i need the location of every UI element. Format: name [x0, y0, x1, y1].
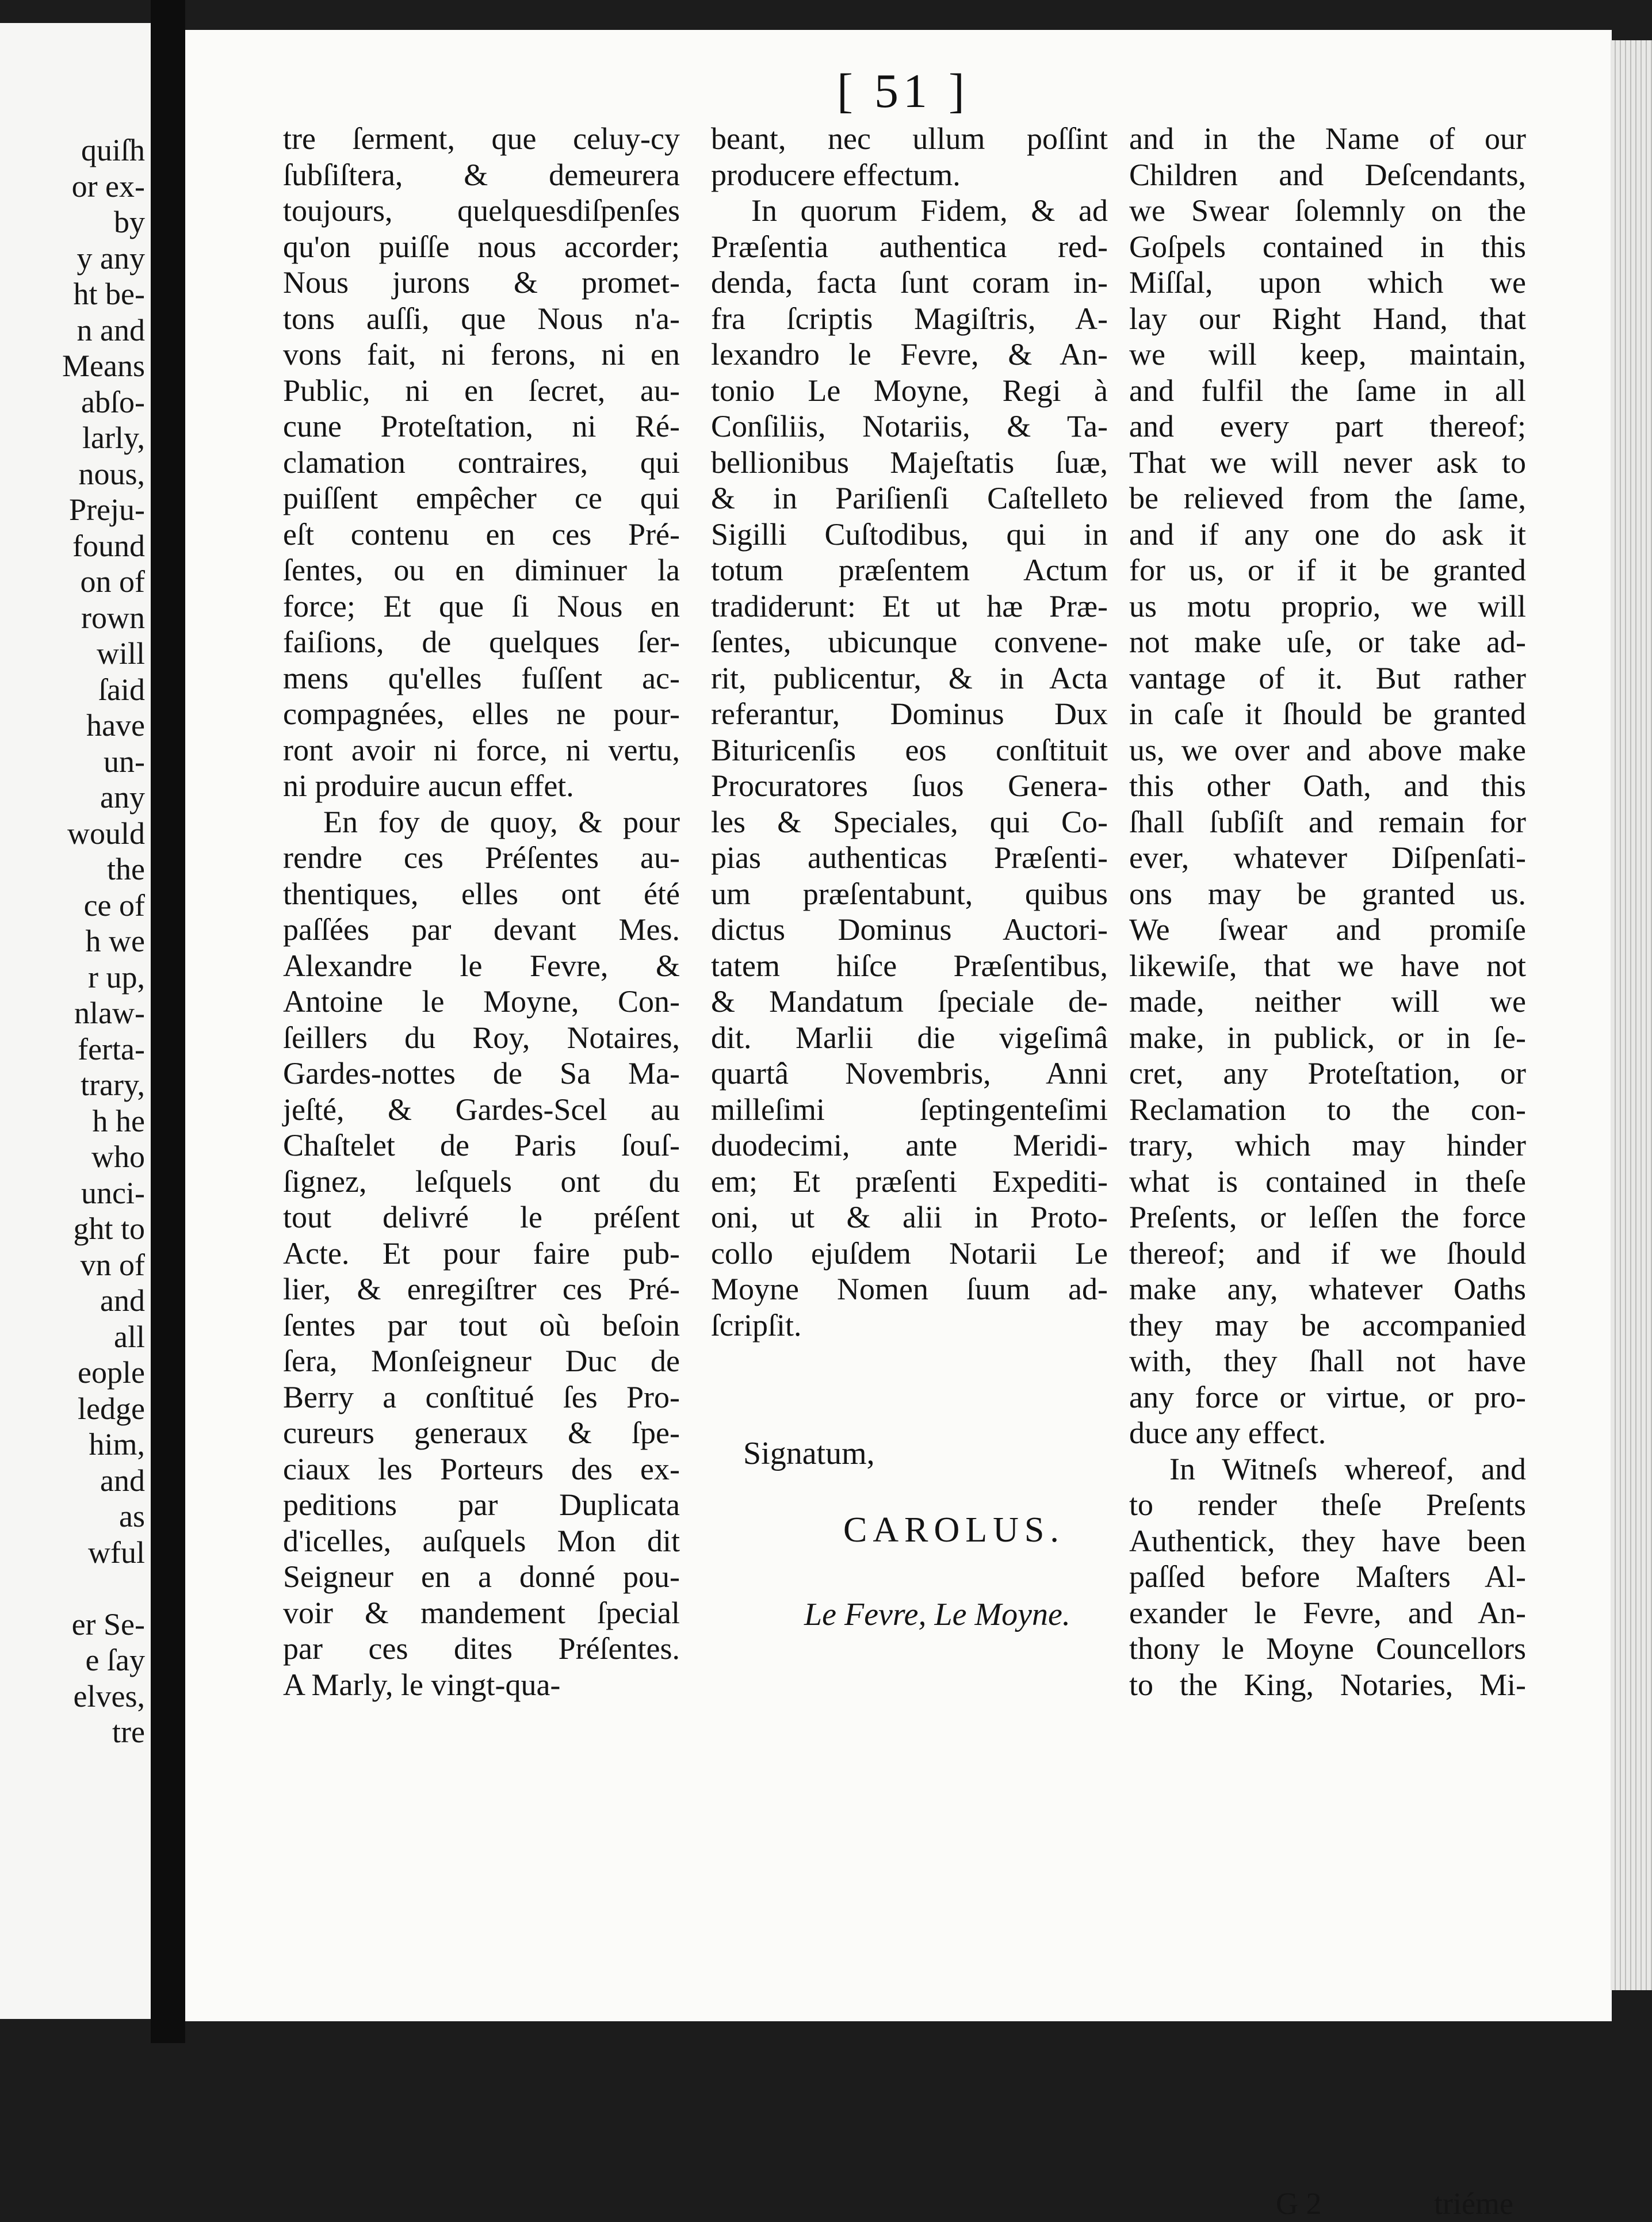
facing-line: e ſay	[85, 1643, 145, 1677]
facing-line: nous,	[78, 456, 145, 491]
text-line: tradiderunt: Et ut hæ Præ-	[711, 588, 1108, 624]
text-line: jeſté, & Gardes-Scel au	[283, 1092, 680, 1127]
text-line: they may be accompanied	[1129, 1307, 1526, 1343]
text-line: ever, whatever Diſpenſati-	[1129, 840, 1526, 875]
facing-line: Preju-	[69, 492, 145, 527]
facing-line: ferta-	[78, 1031, 145, 1066]
facing-page-text	[62, 132, 145, 1750]
text-line: tonio Le Moyne, Regi à	[711, 373, 1108, 408]
text-line: we Swear ſolemnly on the	[1129, 193, 1526, 228]
facing-line: tre	[112, 1715, 145, 1749]
column-english	[1129, 121, 1526, 1703]
facing-line: rown	[81, 600, 145, 635]
text-line: make any, whatever Oaths	[1129, 1272, 1526, 1306]
facing-line: quiſh	[81, 133, 145, 167]
text-line: made, neither will we	[1129, 984, 1526, 1019]
text-line: collo ejuſdem Notarii Le	[711, 1236, 1108, 1271]
text-line: cune Proteſtation, ni Ré-	[283, 409, 680, 443]
facing-line: r up,	[88, 959, 145, 995]
text-line: to render theſe Preſents	[1129, 1487, 1526, 1522]
facing-line: eople	[78, 1355, 145, 1390]
text-line: Moyne Nomen ſuum ad-	[711, 1272, 1108, 1306]
text-line: and in the Name of our	[1129, 121, 1526, 156]
facing-line: him,	[89, 1427, 145, 1462]
text-line: oni, ut & alii in Proto-	[711, 1200, 1108, 1234]
text-line: peditions par Duplicata	[283, 1487, 680, 1522]
text-line: faiſions, de quelques ſer-	[283, 625, 680, 659]
text-line: Bituricenſis eos conſtituit	[711, 732, 1108, 767]
facing-line: and	[100, 1463, 145, 1498]
text-line: ſentes, ou en diminuer la	[283, 553, 680, 587]
book-gutter	[151, 0, 185, 2043]
signature-notaries: Le Fevre, Le Moyne.	[804, 1597, 1070, 1632]
facing-line: y any	[77, 240, 145, 276]
text-line: ſignez, leſquels ont du	[283, 1164, 680, 1199]
facing-line: unci-	[81, 1175, 145, 1210]
text-line: make, in publick, or in ſe-	[1129, 1020, 1526, 1055]
facing-line: on of	[80, 564, 145, 599]
text-line: exander le Fevre, and An-	[1129, 1595, 1526, 1630]
facing-line: or ex-	[71, 169, 145, 204]
text-line: In Witneſs whereof, and	[1169, 1451, 1526, 1486]
text-line: mens qu'elles fuſſent ac-	[283, 660, 680, 695]
facing-line: any	[100, 780, 145, 814]
column-latin	[711, 121, 1108, 1343]
text-line: tatem hiſce Præſentibus,	[711, 948, 1108, 983]
text-line: Reclamation to the con-	[1129, 1092, 1526, 1127]
facing-line: found	[72, 528, 145, 563]
text-line: clamation contraires, qui	[283, 445, 680, 480]
facing-line: by	[114, 205, 145, 239]
text-line: rit, publicentur, & in Acta	[711, 660, 1108, 695]
text-line: toujours, quelquesdiſpenſes	[283, 193, 680, 228]
text-line: cureurs generaux & ſpe-	[283, 1416, 680, 1450]
text-line: ciaux les Porteurs des ex-	[283, 1451, 680, 1486]
text-line: & in Pariſienſi Caſtelleto	[711, 481, 1108, 515]
facing-line: the	[107, 852, 145, 886]
text-line: Conſiliis, Notariis, & Ta-	[711, 409, 1108, 443]
text-line: qu'on puiſſe nous accorder;	[283, 229, 680, 264]
text-line: compagnées, elles ne pour-	[283, 697, 680, 731]
text-line: pias authenticas Præſenti-	[711, 840, 1108, 875]
text-line: Acte. Et pour faire pub-	[283, 1236, 680, 1271]
text-line: ront avoir ni force, ni vertu,	[283, 732, 680, 767]
signature-label: Signatum,	[743, 1436, 875, 1471]
signature-name: CAROLUS.	[843, 1510, 1065, 1550]
text-line: denda, facta ſunt coram in-	[711, 265, 1108, 300]
text-line: and fulfil the ſame in all	[1129, 373, 1526, 408]
text-line: In quorum Fidem, & ad	[751, 193, 1108, 228]
text-line: duce any effect.	[1129, 1416, 1326, 1450]
text-line: milleſimi ſeptingenteſimi	[711, 1092, 1108, 1127]
text-line: ſentes, ubicunque convene-	[711, 625, 1108, 659]
text-line: ſubſiſtera, & demeurera	[283, 157, 680, 192]
text-line: force; Et que ſi Nous en	[283, 588, 680, 624]
facing-line: ledge	[78, 1391, 145, 1426]
column-french	[283, 121, 680, 1703]
facing-line: ght to	[73, 1211, 145, 1246]
text-line: with, they ſhall not have	[1129, 1344, 1526, 1378]
text-line: ſcripſit.	[711, 1307, 802, 1343]
text-line: Antoine le Moyne, Con-	[283, 984, 680, 1019]
text-line: to the King, Notaries, Mi-	[1129, 1667, 1526, 1702]
text-line: Præſentia authentica red-	[711, 229, 1108, 264]
text-line: vons fait, ni ferons, ni en	[283, 337, 680, 372]
text-line: les & Speciales, qui Co-	[711, 804, 1108, 839]
text-line: paſſed before Maſters Al-	[1129, 1559, 1526, 1594]
text-line: dit. Marlii die vigeſimâ	[711, 1020, 1108, 1055]
facing-line: have	[86, 708, 145, 743]
text-line: us motu proprio, we will	[1129, 588, 1526, 624]
catchword: triéme	[1434, 2186, 1513, 2221]
facing-line: un-	[104, 744, 145, 779]
text-line: We ſwear and promiſe	[1129, 912, 1526, 947]
text-line: par ces dites Préſentes.	[283, 1631, 680, 1666]
text-line: ſera, Monſeigneur Duc de	[283, 1344, 680, 1378]
text-line: En foy de quoy, & pour	[323, 804, 680, 839]
text-line: and every part thereof;	[1129, 409, 1526, 443]
facing-line: who	[91, 1139, 145, 1174]
text-line: Procuratores ſuos Genera-	[711, 768, 1108, 803]
text-line: Children and Deſcendants,	[1129, 157, 1526, 192]
text-line: lier, & enregiſtrer ces Pré-	[283, 1272, 680, 1306]
text-line: Nous jurons & promet-	[283, 265, 680, 300]
text-line: likewiſe, that we have not	[1129, 948, 1526, 983]
text-line: Authentick, they have been	[1129, 1523, 1526, 1558]
text-line: trary, which may hinder	[1129, 1128, 1526, 1162]
text-line: Chaſtelet de Paris ſouſ-	[283, 1128, 680, 1162]
text-line: tout delivré le préſent	[283, 1200, 680, 1234]
facing-page-fragment	[0, 23, 151, 2019]
facing-line: would	[67, 816, 145, 851]
facing-line: will	[96, 636, 145, 671]
text-line: Gardes-nottes de Sa Ma-	[283, 1056, 680, 1091]
text-line: rendre ces Préſentes au-	[283, 840, 680, 875]
text-line: ni produire aucun effet.	[283, 768, 574, 803]
text-line: and if any one do ask it	[1129, 517, 1526, 552]
text-line: um præſentabunt, quibus	[711, 876, 1108, 911]
text-line: Berry a conſtitué ſes Pro-	[283, 1379, 680, 1414]
text-line: not make uſe, or take ad-	[1129, 625, 1526, 659]
text-line: we will keep, maintain,	[1129, 337, 1526, 372]
text-line: tre ſerment, que celuy-cy	[283, 121, 680, 156]
text-line: totum præſentem Actum	[711, 553, 1108, 587]
text-line: lexandro le Fevre, & An-	[711, 337, 1108, 372]
facing-line: h we	[85, 924, 145, 958]
text-line: bellionibus Majeſtatis ſuæ,	[711, 445, 1108, 480]
text-line: Public, ni en ſecret, au-	[283, 373, 680, 408]
text-line: us, we over and above make	[1129, 732, 1526, 767]
facing-line: h he	[92, 1103, 145, 1138]
text-line: em; Et præſenti Expediti-	[711, 1164, 1108, 1199]
text-line: beant, nec ullum poſſint	[711, 121, 1108, 156]
text-line: ſhall ſubſiſt and remain for	[1129, 804, 1526, 839]
text-line: in caſe it ſhould be granted	[1129, 697, 1526, 731]
text-line: dictus Dominus Auctori-	[711, 912, 1108, 947]
facing-line: vn of	[80, 1247, 145, 1282]
text-line: cret, any Proteſtation, or	[1129, 1056, 1526, 1091]
text-line: A Marly, le vingt-qua-	[283, 1667, 561, 1702]
text-line: Sigilli Cuſtodibus, qui in	[711, 517, 1108, 552]
text-line: quartâ Novembris, Anni	[711, 1056, 1108, 1091]
facing-line: wful	[88, 1535, 145, 1570]
text-line: referantur, Dominus Dux	[711, 697, 1108, 731]
text-line: d'icelles, auſquels Mon dit	[283, 1523, 680, 1558]
text-line: producere effectum.	[711, 157, 961, 192]
page-number: [ 51 ]	[837, 64, 969, 118]
text-line: ons may be granted us.	[1129, 876, 1526, 911]
text-line: Alexandre le Fevre, &	[283, 948, 680, 983]
facing-line	[62, 1570, 145, 1607]
text-line: this other Oath, and this	[1129, 768, 1526, 803]
text-line: be relieved from the ſame,	[1129, 481, 1526, 515]
text-line: & Mandatum ſpeciale de-	[711, 984, 1108, 1019]
text-line: thentiques, elles ont été	[283, 876, 680, 911]
facing-line: all	[114, 1319, 145, 1354]
text-line: thony le Moyne Councellors	[1129, 1631, 1526, 1666]
text-line: That we will never ask to	[1129, 445, 1526, 480]
text-line: tons auſſi, que Nous n'a-	[283, 301, 680, 336]
text-line: lay our Right Hand, that	[1129, 301, 1526, 336]
text-line: fra ſcriptis Magiſtris, A-	[711, 301, 1108, 336]
text-line: paſſées par devant Mes.	[283, 912, 680, 947]
text-line: what is contained in theſe	[1129, 1164, 1526, 1199]
facing-line: trary,	[81, 1068, 145, 1102]
text-line: eſt contenu en ces Pré-	[283, 517, 680, 552]
text-line: Miſſal, upon which we	[1129, 265, 1526, 300]
facing-line: and	[100, 1283, 145, 1318]
facing-line: ht be-	[73, 277, 145, 311]
facing-line: Means	[62, 349, 145, 383]
text-line: puiſſent empêcher ce qui	[283, 481, 680, 515]
facing-line: larly,	[82, 420, 145, 455]
text-line: ſentes par tout où beſoin	[283, 1307, 680, 1343]
page-edges	[1611, 40, 1652, 1990]
facing-line: ſaid	[98, 672, 145, 707]
text-line: vantage of it. But rather	[1129, 660, 1526, 695]
facing-line: elves,	[73, 1678, 145, 1714]
text-line: ſeillers du Roy, Notaires,	[283, 1020, 680, 1055]
text-line: Preſents, or leſſen the force	[1129, 1200, 1526, 1234]
facing-line: ce of	[83, 888, 145, 923]
text-line: for us, or if it be granted	[1129, 553, 1526, 587]
facing-line: as	[119, 1499, 145, 1533]
text-line: Goſpels contained in this	[1129, 229, 1526, 264]
text-line: voir & mandement ſpecial	[283, 1595, 680, 1630]
facing-line: abſo-	[81, 384, 145, 419]
text-line: any force or virtue, or pro-	[1129, 1379, 1526, 1414]
text-line: thereof; and if we ſhould	[1129, 1236, 1526, 1271]
signature-mark: G 2	[1276, 2186, 1322, 2221]
facing-line: n and	[77, 312, 145, 347]
facing-line: nlaw-	[74, 996, 145, 1030]
text-line: Seigneur en a donné pou-	[283, 1559, 680, 1594]
text-line: duodecimi, ante Meridi-	[711, 1128, 1108, 1162]
facing-line: er Se-	[71, 1607, 145, 1642]
